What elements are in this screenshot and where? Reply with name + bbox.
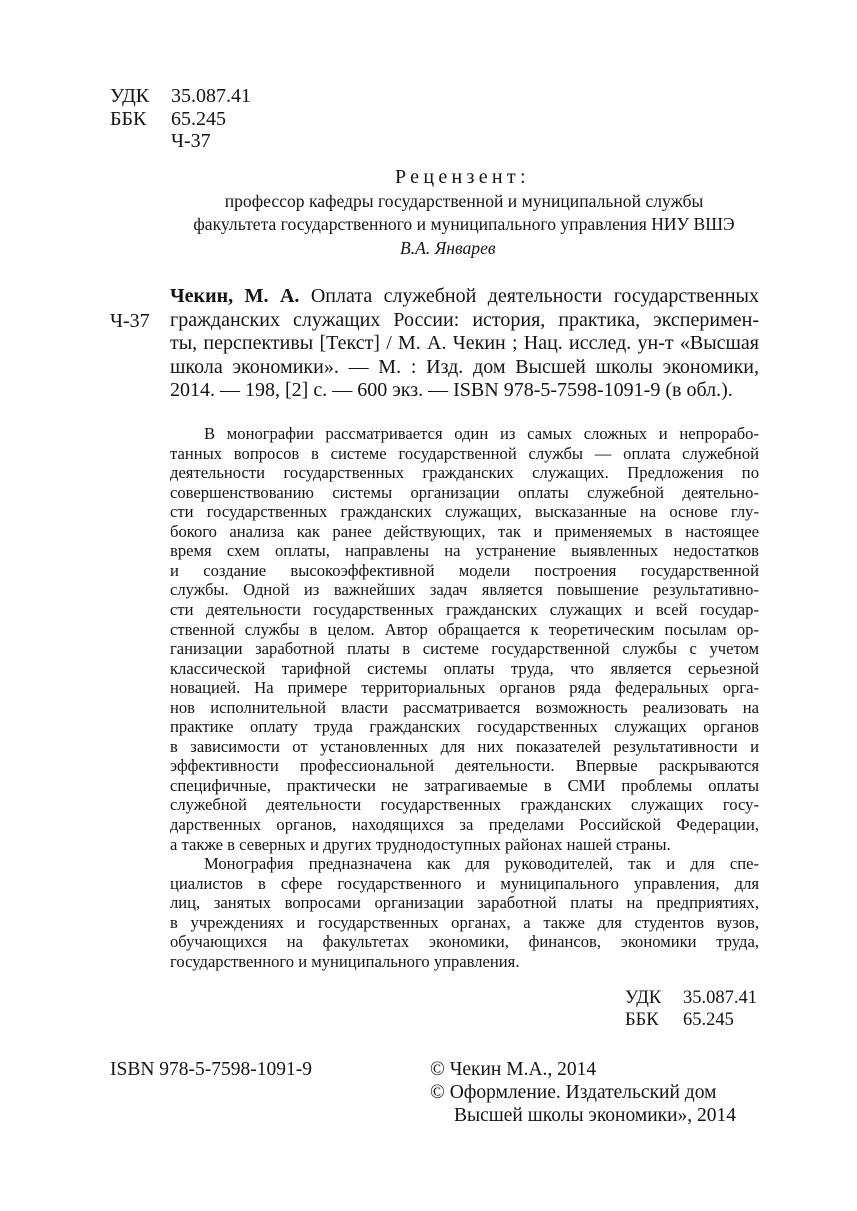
abstract-line: циалистов в сфере государственного и муниципального управления, для	[170, 873, 759, 893]
abstract-line: специфичные, практически не затрагиваемые в СМИ проблемы оплаты	[170, 775, 759, 795]
abstract-line: время схем оплаты, направлены на устранение выявленных недостатков	[170, 541, 759, 561]
abstract-line: ганизации заработной платы в системе государственной службы с учетом	[170, 639, 759, 659]
copyright-design-line-1: © Оформление. Издательский дом	[430, 1082, 717, 1103]
bibliography-line: ты, перспективы [Текст] / М. А. Чекин ; Нац. исслед. ун-т «Высшая	[170, 332, 759, 355]
abstract-line: нов исполнительной власти рассматривается возможность реализовать на	[170, 697, 759, 717]
abstract-line: в зависимости от установленных для них показателей результативности и	[170, 736, 759, 756]
copyright-design-line-2: Высшей школы экономики», 2014	[454, 1105, 737, 1126]
bbk-value: 65.245	[171, 107, 226, 130]
abstract-line: а также в северных и других труднодоступных районах нашей страны.	[170, 834, 671, 854]
bibliography-line: школа экономики». — М. : Изд. дом Высшей школы экономики,	[170, 355, 759, 378]
classification-block	[110, 85, 310, 155]
bottom-bbk-label: ББК	[625, 1010, 659, 1030]
abstract-line: обучающихся на факультетах экономики, финансов, экономики труда,	[170, 932, 759, 952]
bottom-udk-label: УДК	[625, 988, 662, 1008]
abstract-line: службы. Одной из важнейших задач является повышение результативно-	[170, 580, 759, 600]
abstract-line: Монография предназначена как для руководителей, так и для спе-	[204, 854, 759, 874]
reviewer-heading: Рецензент:	[395, 166, 530, 188]
abstract-line: классической тарифной системы оплаты труда, что является серьезной	[170, 658, 759, 678]
abstract-line: В монографии рассматривается один из самых сложных и непрорабо-	[204, 424, 759, 443]
abstract-line: деятельности государственных гражданских служащих. Предложения по	[170, 463, 759, 483]
author-mark: Ч-37	[171, 130, 211, 152]
udk-label: УДК	[110, 85, 150, 107]
abstract-line: бокого анализа как ранее действующих, так и применяемых в настоящее	[170, 521, 759, 541]
abstract-block	[170, 424, 759, 984]
abstract-line: ственной службы в целом. Автор обращается к теоретическим посылам ор-	[170, 619, 759, 639]
abstract-line: служебной деятельности государственных гражданских служащих госу-	[170, 795, 759, 815]
copyright-author: © Чекин М.А., 2014	[430, 1059, 597, 1080]
abstract-line: лиц, занятых вопросами организации заработной платы на предприятиях,	[170, 893, 759, 913]
abstract-line: в учреждениях и государственных органах, а также для студентов вузов,	[170, 912, 759, 932]
abstract-line: эффективности профессиональной деятельности. Впервые раскрываются	[170, 756, 759, 776]
abstract-line: практике оплату труда гражданских государственных служащих органов	[170, 717, 759, 737]
abstract-line: дарственных органов, находящихся за пределами Российской Федерации,	[170, 815, 759, 834]
reviewer-position-line-2: факультета государственного и муниципального управления НИУ ВШЭ	[193, 214, 735, 234]
abstract-line: сти государственных гражданских служащих, высказанные на основе глу-	[170, 502, 759, 522]
reviewer-position-line-1: профессор кафедры государственной и муниципальной службы	[224, 191, 704, 211]
isbn: ISBN 978-5-7598-1091-9	[110, 1059, 313, 1080]
bibliography-line: Чекин, М. А. Оплата служебной деятельности государственных	[170, 285, 759, 307]
udk-value: 35.087.41	[171, 85, 251, 107]
abstract-line: совершенствованию системы организации оплаты служебной деятельно-	[170, 482, 759, 502]
abstract-line: новацией. На примере территориальных органов ряда федеральных орга-	[170, 678, 759, 698]
bibliography-line: гражданских служащих России: история, практика, эксперимен-	[170, 308, 759, 331]
bottom-udk-value: 35.087.41	[683, 988, 757, 1008]
reviewer-name: В.А. Январев	[400, 238, 496, 258]
bottom-classification	[625, 987, 805, 1035]
abstract-line: танных вопросов в системе государственной службы — оплата служебной	[170, 443, 759, 463]
bibliography-record	[170, 285, 759, 405]
abstract-line: и создание высокоэффективной модели построения государственной	[170, 560, 759, 580]
bottom-bbk-value: 65.245	[683, 1010, 734, 1030]
abstract-line: сти деятельности государственных гражданских служащих и всей государ-	[170, 599, 759, 619]
abstract-line: государственного и муниципального управления.	[170, 951, 520, 971]
bibliography-author-mark: Ч-37	[110, 310, 150, 332]
bibliography-line: 2014. — 198, [2] с. — 600 экз. — ISBN 978-5-7598-1091-9 (в обл.).	[170, 379, 733, 402]
bibliography-author: Чекин, М. А.	[170, 285, 300, 307]
bbk-label: ББК	[110, 107, 147, 130]
